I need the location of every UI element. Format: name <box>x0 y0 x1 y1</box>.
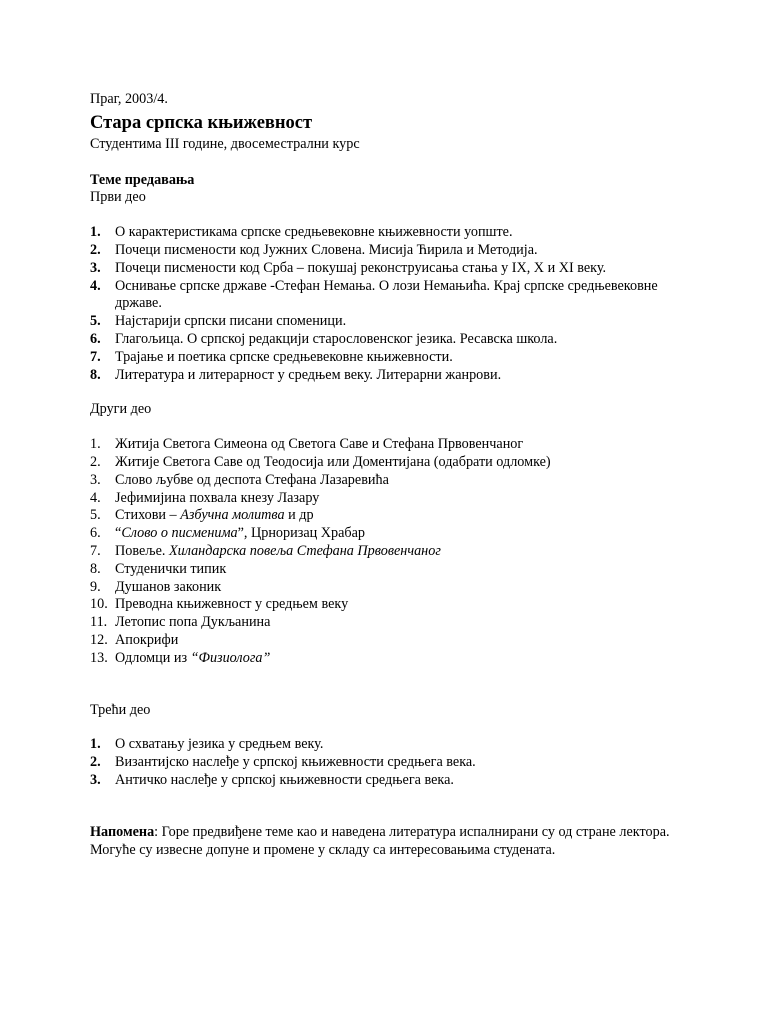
note-text: : Горе предвиђене теме као и наведена литература испалнирани су од стране лектора. Могуће су извесне допуне и промене у складу са интересовањима студената. <box>90 823 670 858</box>
list-item <box>90 772 690 790</box>
list-item <box>90 561 690 579</box>
list-item-number: 5. <box>90 507 101 524</box>
list-item-number: 7. <box>90 542 101 559</box>
list-item-number: 8. <box>90 366 101 383</box>
list-item <box>90 242 690 260</box>
list-item-text: Студенички типик <box>115 560 227 577</box>
list-item-number: 5. <box>90 313 101 330</box>
list-item-text: Одломци из <box>115 649 191 666</box>
list-item-text: О карактеристикама српске средњевековне књижевности уопште. <box>115 224 513 241</box>
list-item-text: Житије Светога Саве од Теодосија или Доментијана (одабрати одломке) <box>115 453 551 470</box>
part1-list <box>90 224 690 384</box>
list-item-text: О схватању језика у средњем веку. <box>115 736 324 753</box>
list-item-text: Оснивање српске државе -Стефан Немања. О лози Немањића. Крај српске средњевековне државе. <box>115 277 658 312</box>
document-title: Стара српска књижевност <box>90 112 313 133</box>
list-item-number: 1. <box>90 736 101 753</box>
list-item <box>90 596 690 614</box>
list-item-text: Литература и литерарност у средњем веку. Литерарни жанрови. <box>115 366 502 383</box>
part1-heading: Први део <box>90 189 146 206</box>
list-item-text: Преводна књижевност у средњем веку <box>115 596 349 613</box>
list-item-text: Трајање и поетика српске средњевековне књижевности. <box>115 348 453 365</box>
list-item <box>90 579 690 597</box>
list-item-number: 13. <box>90 649 108 666</box>
list-item <box>90 331 690 349</box>
list-item <box>90 614 690 632</box>
list-item-text: Житија Светога Симеона од Светога Саве и Стефана Првовенчаног <box>115 436 524 453</box>
list-item-number: 3. <box>90 471 101 488</box>
list-item-number: 4. <box>90 489 101 506</box>
list-item <box>90 224 690 242</box>
list-item-text: Почеци писмености код Срба – покушај реконструисања стања у IX, X и XI веку. <box>115 259 607 276</box>
part3-list <box>90 736 690 789</box>
list-item <box>90 454 690 472</box>
list-item <box>90 632 690 650</box>
list-item <box>90 736 690 754</box>
list-item-text: Античко наслеђе у српској књижевности средњега века. <box>115 771 454 788</box>
list-item-text: и др <box>284 507 314 524</box>
note-paragraph <box>90 824 690 860</box>
list-item-number: 2. <box>90 453 101 470</box>
list-item <box>90 436 690 454</box>
list-item-text: Најстарији српски писани споменици. <box>115 313 347 330</box>
list-item-text: Летопис попа Дукљанина <box>115 614 271 631</box>
list-item-number: 10. <box>90 596 108 613</box>
list-item-number: 2. <box>90 241 101 258</box>
list-item <box>90 278 690 314</box>
list-item-text: Душанов законик <box>115 578 222 595</box>
list-item-italic-text: Хиландарска повеља Стефана Првовенчаног <box>168 542 441 559</box>
list-item-number: 6. <box>90 525 101 542</box>
list-item-text: Глагољица. О српској редакцији старословенског језика. Ресавска школа. <box>115 330 558 347</box>
list-item-number: 12. <box>90 631 108 648</box>
list-item-number: 2. <box>90 754 101 771</box>
note-label: Напомена <box>90 823 155 840</box>
list-item-number: 7. <box>90 348 101 365</box>
list-item-text: ”, Црноризац Храбар <box>237 525 365 542</box>
list-item <box>90 313 690 331</box>
list-item <box>90 367 690 385</box>
list-item-italic-text: “Физиолога” <box>190 649 271 666</box>
document-body <box>90 91 690 859</box>
list-item <box>90 472 690 490</box>
list-item-number: 3. <box>90 771 101 788</box>
list-item-number: 3. <box>90 259 101 276</box>
list-item-text: “ <box>115 525 122 542</box>
part2-heading: Други део <box>90 401 152 418</box>
list-item-text: Апокрифи <box>115 631 179 648</box>
list-item-text: Византијско наслеђе у српској књижевности средњега века. <box>115 754 476 771</box>
list-item-text: Слово љубве од деспота Стефана Лазаревића <box>115 471 389 488</box>
list-item-text: Јефимијина похвала кнезу Лазару <box>115 489 320 506</box>
list-item-number: 11. <box>90 614 108 631</box>
list-item <box>90 754 690 772</box>
list-item <box>90 507 690 525</box>
list-item <box>90 260 690 278</box>
topics-heading: Теме предавања <box>90 171 195 188</box>
document-subtitle: Студентима III године, двосеместрални курс <box>90 135 360 152</box>
list-item <box>90 525 690 543</box>
list-item <box>90 490 690 508</box>
list-item-italic-text: Азбучна молитва <box>180 507 285 524</box>
list-item-number: 8. <box>90 560 101 577</box>
list-item-number: 9. <box>90 578 101 595</box>
list-item-number: 1. <box>90 436 101 453</box>
part2-list <box>90 436 690 667</box>
list-item-italic-text: Слово о писменима <box>121 525 238 542</box>
place-date: Праг, 2003/4. <box>90 91 168 107</box>
list-item <box>90 650 690 668</box>
list-item-text: Повеље. <box>115 542 169 559</box>
list-item <box>90 543 690 561</box>
list-item-text: Стихови – <box>115 507 181 524</box>
list-item <box>90 349 690 367</box>
list-item-number: 4. <box>90 277 101 294</box>
list-item-number: 1. <box>90 224 101 241</box>
list-item-number: 6. <box>90 330 101 347</box>
part3-heading: Трећи део <box>90 701 151 718</box>
list-item-text: Почеци писмености код Јужних Словена. Мисија Ћирила и Методија. <box>115 241 538 258</box>
